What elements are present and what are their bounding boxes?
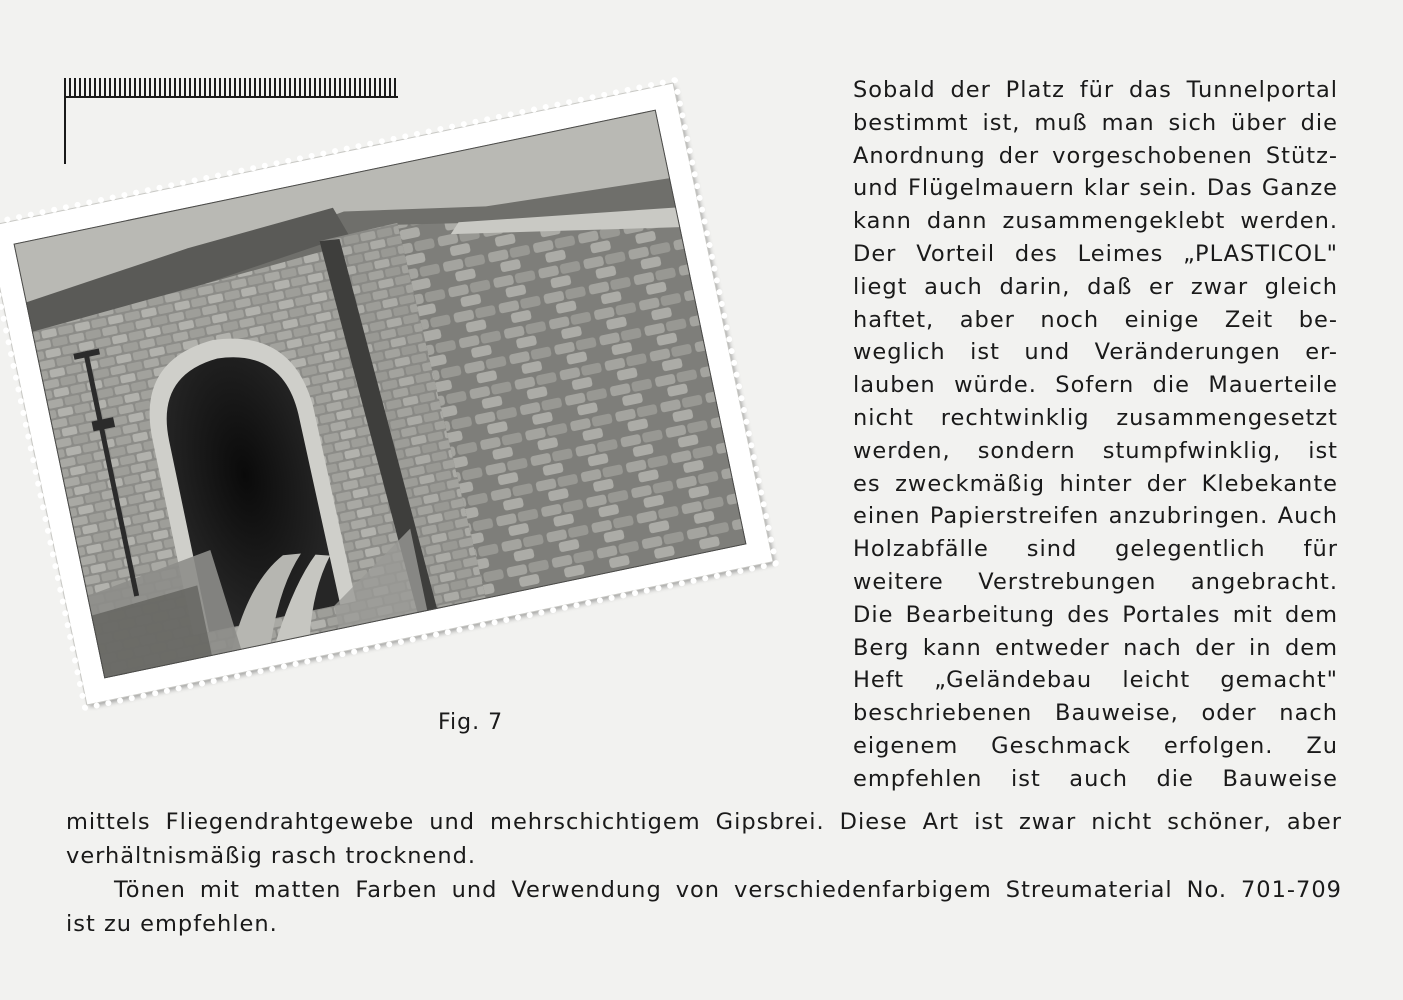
text-line: haftet, aber noch einige Zeit be- [853,306,1338,333]
text-line: nicht rechtwinklig zusammengesetzt [853,404,1338,431]
text-line: es zweckmäßig hinter der Klebekante [853,470,1338,497]
text-line: mittels Fliegendrahtgewebe und mehrschichtigem Gipsbrei. Diese Art ist zwar nicht schöner, aber [66,809,1342,835]
text-line: lauben würde. Sofern die Mauerteile [853,372,1338,399]
text-line: empfehlen ist auch die Bauweise [853,765,1338,792]
photo-card [0,84,773,705]
text-line: eigenem Geschmack erfolgen. Zu [853,732,1338,759]
text-line: Tönen mit matten Farben und Verwendung von verschiedenfarbigem Streumaterial No. 701-709 [114,877,1342,903]
decorative-ruler-base [64,96,398,98]
right-text-column [853,74,1338,796]
figure-caption: Fig. 7 [438,710,504,735]
text-line: Holzabfälle sind gelegentlich für [853,536,1338,563]
text-line: verhältnismäßig rasch trocknend. [66,843,477,869]
decorative-ruler-mark [64,78,398,98]
bottom-text-block [66,805,1342,941]
text-line: weglich ist und Veränderungen er- [853,339,1338,366]
text-line: kann dann zusammengeklebt werden. [853,208,1338,235]
text-line: und Flügelmauern klar sein. Das Ganze [853,175,1338,202]
tunnel-portal-photo [14,110,747,679]
text-line: ist zu empfehlen. [66,911,278,937]
text-line: Die Bearbeitung des Portales mit dem [853,601,1338,628]
text-line: werden, sondern stumpfwinklig, ist [853,437,1338,464]
text-line: bestimmt ist, muß man sich über die [853,109,1338,136]
decorative-ruler-stem [64,78,66,164]
text-line: weitere Verstrebungen angebracht. [853,568,1338,595]
text-line: Der Vorteil des Leimes „PLASTICOL" [853,240,1338,267]
text-line: einen Papierstreifen anzubringen. Auch [853,503,1338,530]
text-line: Berg kann entweder nach der in dem [853,634,1338,661]
text-line: liegt auch darin, daß er zwar gleich [853,273,1338,300]
text-line: Heft „Geländebau leicht gemacht" [853,667,1338,694]
text-line: Sobald der Platz für das Tunnelportal [853,77,1338,103]
text-line: Anordnung der vorgeschobenen Stütz- [853,142,1338,169]
text-line: beschriebenen Bauweise, oder nach [853,700,1338,727]
